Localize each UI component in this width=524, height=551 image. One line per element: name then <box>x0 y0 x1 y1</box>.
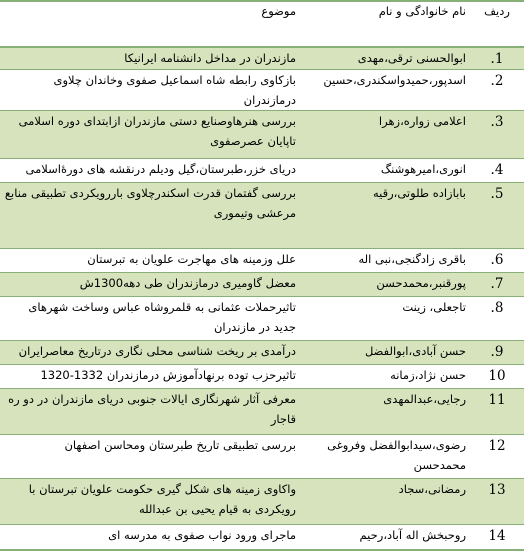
row-subject: بررسی تطبیقی تاریخ طبرستان ومحاسن اصفهان <box>0 434 300 478</box>
header-name: نام خانوادگی و نام <box>300 1 470 47</box>
table-header-row <box>0 1 524 47</box>
row-number: 12 <box>470 434 524 478</box>
row-name: رجایی،عبدالمهدی <box>300 388 470 434</box>
header-subject: موضوع <box>0 1 300 47</box>
row-subject: بررسی هنرهاوصنایع دستی مازندران ازابتدای دوره اسلامی تاپایان عصرصفوی <box>0 110 300 158</box>
row-subject: مازندران در مداخل دانشنامه ایرانیکا <box>0 47 300 69</box>
row-number: 1. <box>470 47 524 69</box>
row-name: ابوالحسنی ترقی،مهدی <box>300 47 470 69</box>
row-number: 10 <box>470 364 524 388</box>
row-number: 9. <box>470 340 524 364</box>
table-row <box>0 434 524 478</box>
row-name: بابازاده طلوتی،رقیه <box>300 182 470 248</box>
row-name: تاجعلی، زینت <box>300 296 470 340</box>
row-name: اسدپور،حمیدواسکندری،حسین <box>300 69 470 110</box>
table-row <box>0 296 524 340</box>
table-row <box>0 69 524 110</box>
row-number: 3. <box>470 110 524 158</box>
table-row <box>0 158 524 182</box>
row-subject: تاثیرحزب توده برنهادآموزش درمازندران 1332-1320 <box>0 364 300 388</box>
row-subject: دریای خزر،طبرستان،گیل ودیلم درنقشه های دورۀاسلامی <box>0 158 300 182</box>
row-subject: تاثیرحملات عثمانی به قلمروشاه عباس وساخت شهرهای جدید در مازندران <box>0 296 300 340</box>
row-number: 5. <box>470 182 524 248</box>
row-subject: علل وزمینه های مهاجرت علویان به تبرستان <box>0 248 300 272</box>
row-number: 13 <box>470 478 524 524</box>
row-subject: معضل گاومیری درمازندران طی دهه1300ش <box>0 272 300 296</box>
table-row <box>0 182 524 248</box>
header-row-number: ردیف <box>470 1 524 47</box>
row-name: انوری،امیرهوشنگ <box>300 158 470 182</box>
row-number: 8. <box>470 296 524 340</box>
row-subject: بازکاوی رابطه شاه اسماعیل صفوی وخاندان چلاوی درمازندران <box>0 69 300 110</box>
table-row <box>0 272 524 296</box>
row-subject: ماجرای ورود نواب صفوی به مدرسه ای <box>0 524 300 550</box>
row-subject: معرفی آثار شهرنگاری ایالات جنوبی دریای مازندران در دو ره قاجار <box>0 388 300 434</box>
row-number: 6. <box>470 248 524 272</box>
row-subject: درآمدی بر ریخت شناسی محلی نگاری درتاریخ معاصرایران <box>0 340 300 364</box>
row-name: رمضانی،سجاد <box>300 478 470 524</box>
row-name: حسن نژاد،زمانه <box>300 364 470 388</box>
row-name: حسن آبادی،ابوالفضل <box>300 340 470 364</box>
row-subject: واکاوی زمینه های شکل گیری حکومت علویان تبرستان با رویکردی به قیام یحیی بن عبدالله <box>0 478 300 524</box>
row-name: روحبخش اله آباد،رحیم <box>300 524 470 550</box>
table-row <box>0 364 524 388</box>
row-name: باقری زادگنجی،نبی اله <box>300 248 470 272</box>
row-number: 7. <box>470 272 524 296</box>
row-name: اعلامی زواره،زهرا <box>300 110 470 158</box>
row-name: پورقنبر،محمدحسن <box>300 272 470 296</box>
table-row <box>0 388 524 434</box>
table-row <box>0 47 524 69</box>
table-row <box>0 340 524 364</box>
row-number: 4. <box>470 158 524 182</box>
table-row <box>0 524 524 550</box>
table-row <box>0 478 524 524</box>
row-number: 2. <box>470 69 524 110</box>
table-row <box>0 248 524 272</box>
row-number: 14 <box>470 524 524 550</box>
table-row <box>0 110 524 158</box>
row-name: رضوی،سیدابوالفضل وفروغی محمدحسن <box>300 434 470 478</box>
row-number: 11 <box>470 388 524 434</box>
row-subject: بررسی گفتمان قدرت اسکندرچلاوی باررویکردی تطبیقی منابع مرعشی وتیموری <box>0 182 300 248</box>
